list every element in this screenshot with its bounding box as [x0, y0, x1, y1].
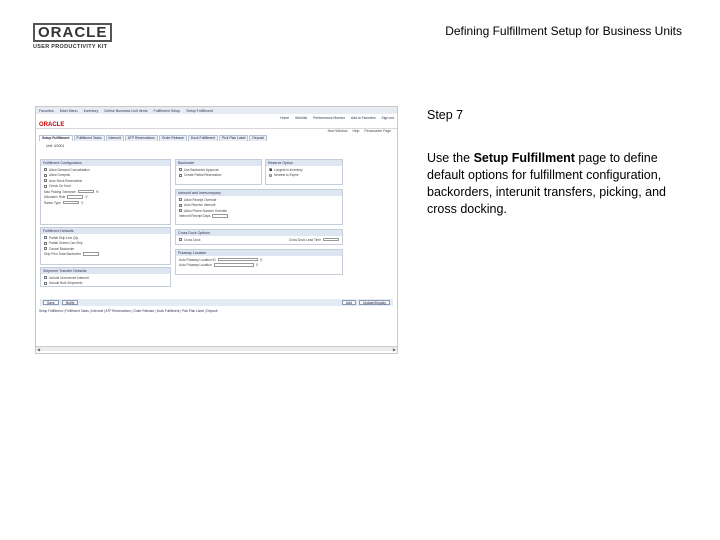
option-label: Cancel Backorder	[49, 246, 75, 251]
lead-time-input[interactable]	[323, 238, 339, 242]
option-label: Cross Dock	[184, 237, 201, 242]
field-label: Auto Putaway Location	[179, 263, 212, 267]
checkbox[interactable]	[44, 242, 47, 245]
desc-page-name: Setup Fulfillment	[473, 151, 575, 165]
desc-pre: Use the	[427, 151, 474, 165]
backorder-select[interactable]	[83, 252, 99, 256]
tolerance-input[interactable]	[78, 190, 94, 194]
cross-dock-panel	[175, 229, 343, 245]
checkbox[interactable]	[179, 209, 182, 212]
oracle-upk-logo	[33, 23, 123, 50]
nav-favorites[interactable]: Favorites	[39, 108, 54, 113]
update-display-button[interactable]: Update/Display	[359, 300, 390, 305]
option-row	[176, 172, 261, 178]
putaway-location-input[interactable]	[214, 263, 254, 267]
panel-title: Fulfillment Defaults	[41, 228, 170, 234]
backorder-panel	[175, 159, 262, 185]
scroll-right-icon[interactable]: ▶	[392, 346, 396, 352]
checkbox[interactable]	[179, 168, 182, 171]
checkbox[interactable]	[44, 174, 47, 177]
lookup-icon[interactable]: ⚲	[255, 263, 259, 267]
option-label: Allow Demand Consolidation	[49, 167, 90, 172]
shipment-defaults-panel	[40, 267, 171, 287]
checkbox[interactable]	[44, 276, 47, 279]
field-label: Auto Putaway Location ID	[179, 257, 216, 262]
field-label: Max Picking Tolerance	[44, 189, 76, 194]
field-row	[41, 199, 170, 205]
field-row	[41, 251, 170, 257]
logo-subtitle: USER PRODUCTIVITY KIT	[33, 44, 108, 50]
option-label: Longest in Inventory	[274, 167, 303, 172]
checkbox[interactable]	[44, 168, 47, 171]
option-row	[266, 172, 342, 178]
option-label: Auto Stock Reservation	[49, 178, 83, 183]
putaway-location-id-input[interactable]	[218, 258, 258, 262]
tab-order-release[interactable]: Order Release	[159, 135, 187, 141]
option-label: Partial Ship Line Qty	[49, 235, 79, 240]
nav-inventory[interactable]: Inventory	[83, 108, 99, 113]
notify-button[interactable]: Notify	[62, 300, 79, 305]
business-unit-label: Unit: US001	[46, 144, 65, 148]
field-label: Ration Type	[44, 200, 61, 205]
breadcrumb-nav	[36, 107, 397, 114]
nav-define-bu-items[interactable]: Define Business Unit Items	[104, 108, 148, 113]
panel-title: Backorder	[176, 160, 261, 166]
horizontal-scrollbar[interactable]	[36, 346, 397, 351]
tab-interunit[interactable]: Interunit	[106, 135, 124, 141]
reserve-option-panel	[265, 159, 343, 185]
app-header	[36, 114, 397, 129]
lookup-icon[interactable]: ⚲	[80, 200, 84, 205]
nav-fulfillment-setup[interactable]: Fulfillment Setup	[153, 108, 181, 113]
checkbox[interactable]	[44, 282, 47, 285]
ration-type-input[interactable]	[63, 201, 79, 205]
logo-wordmark: ORACLE	[33, 23, 112, 42]
add-button[interactable]: Add	[342, 300, 356, 305]
add-favorites-link[interactable]: Add to Favorites	[350, 116, 376, 120]
fulfillment-config-panel	[40, 159, 171, 225]
desc-post: page to define default options for fulfillment configuration, backorders, interunit transfers, picking, and cross docking.	[427, 151, 667, 216]
tab-setup-fulfillment[interactable]: Setup Fulfillment	[39, 135, 73, 141]
percent-label: %	[95, 189, 99, 194]
option-row	[176, 236, 342, 242]
radio-button[interactable]	[269, 174, 272, 177]
panel-title: Putaway Location	[176, 250, 342, 256]
app-logo: ORACLE	[39, 122, 65, 128]
option-label: Include Bulk Shipments	[49, 281, 83, 285]
panel-title: Shipment Transfer Defaults	[41, 268, 170, 274]
field-row	[176, 213, 342, 219]
fulfillment-defaults-panel	[40, 227, 171, 265]
checkbox[interactable]	[179, 198, 182, 201]
option-label: Auto Receive Interunit	[184, 203, 216, 207]
header-links	[280, 116, 394, 120]
field-label: Cross Dock Lead Time	[288, 237, 321, 242]
tab-deposit[interactable]: Deposit	[249, 135, 267, 141]
help-link[interactable]: Help	[352, 129, 360, 133]
field-row	[176, 262, 342, 268]
option-label: Allow Phone Number Override	[184, 208, 228, 213]
lookup-icon[interactable]: ⚲	[259, 257, 263, 262]
button-bar	[40, 299, 393, 306]
option-label: Check On Hold	[49, 184, 71, 188]
option-label: Include Unreceived Interunit	[49, 275, 89, 280]
panel-title: Cross Dock Options	[176, 230, 342, 236]
field-label: Interunit Receipt Days	[179, 214, 211, 218]
checkbox[interactable]	[179, 238, 182, 241]
interunit-panel	[175, 189, 343, 225]
tab-dock-fulfillment[interactable]: Dock Fulfillment	[188, 135, 218, 141]
option-label: Allow Overpick	[49, 173, 71, 177]
performance-monitor-link[interactable]: Performance Monitor	[313, 116, 345, 120]
personalize-page-link[interactable]: Personalize Page	[364, 129, 391, 133]
radio-button[interactable]	[269, 168, 272, 171]
nav-setup-fulfillment[interactable]: Setup Fulfillment	[186, 108, 214, 113]
panel-title: Interunit and Intercompany	[176, 190, 342, 196]
panel-title: Reserve Option	[266, 160, 342, 166]
checkbox[interactable]	[179, 204, 182, 207]
lookup-icon[interactable]: ⚲	[85, 195, 88, 199]
tab-fulfillment-tasks[interactable]: Fulfillment Tasks	[74, 135, 105, 141]
checkbox[interactable]	[44, 179, 47, 182]
option-row	[41, 280, 170, 286]
save-button[interactable]: Save	[43, 300, 59, 305]
worklist-link[interactable]: Worklist	[295, 116, 308, 120]
option-label: Create Partial Reservation	[184, 173, 222, 177]
panel-title: Fulfillment Configuration	[41, 160, 170, 166]
option-label: Use Backorder Approval	[184, 167, 219, 172]
option-label: Partial Orders Can Ship	[49, 241, 83, 245]
new-window-link[interactable]: New Window	[327, 129, 348, 133]
putaway-panel	[175, 249, 343, 275]
sign-out-link[interactable]: Sign out	[381, 116, 394, 120]
field-label: Allocation Rule	[44, 195, 66, 199]
option-label: Allow Receipt Override	[184, 197, 217, 202]
step-title: Step 7	[427, 108, 464, 122]
application-screenshot	[35, 106, 398, 354]
checkbox[interactable]	[179, 174, 182, 177]
tab-atp-reservations[interactable]: ATP Reservations	[125, 135, 158, 141]
option-label: Nearest to Expire	[274, 173, 299, 177]
field-label: Ship Prior Date Backorder	[44, 252, 82, 256]
checkbox[interactable]	[44, 185, 47, 188]
receipt-days-input[interactable]	[212, 214, 228, 218]
checkbox[interactable]	[44, 236, 47, 239]
slide-title: Defining Fulfillment Setup for Business Units	[445, 24, 682, 38]
home-link[interactable]: Home	[280, 116, 290, 120]
footer-tab-links[interactable]: Setup Fulfillment | Fulfillment Tasks | Interunit | ATP Reservations | Order Release | Dock Fulfillment | Pick Plan Label | Deposit	[39, 309, 218, 313]
nav-main-menu[interactable]: Main Menu	[59, 108, 78, 113]
tab-pick-plan-label[interactable]: Pick Plan Label	[219, 135, 248, 141]
step-description	[427, 150, 677, 218]
allocation-rule-input[interactable]	[67, 195, 83, 199]
scroll-left-icon[interactable]: ◀	[37, 346, 41, 352]
checkbox[interactable]	[44, 247, 47, 250]
